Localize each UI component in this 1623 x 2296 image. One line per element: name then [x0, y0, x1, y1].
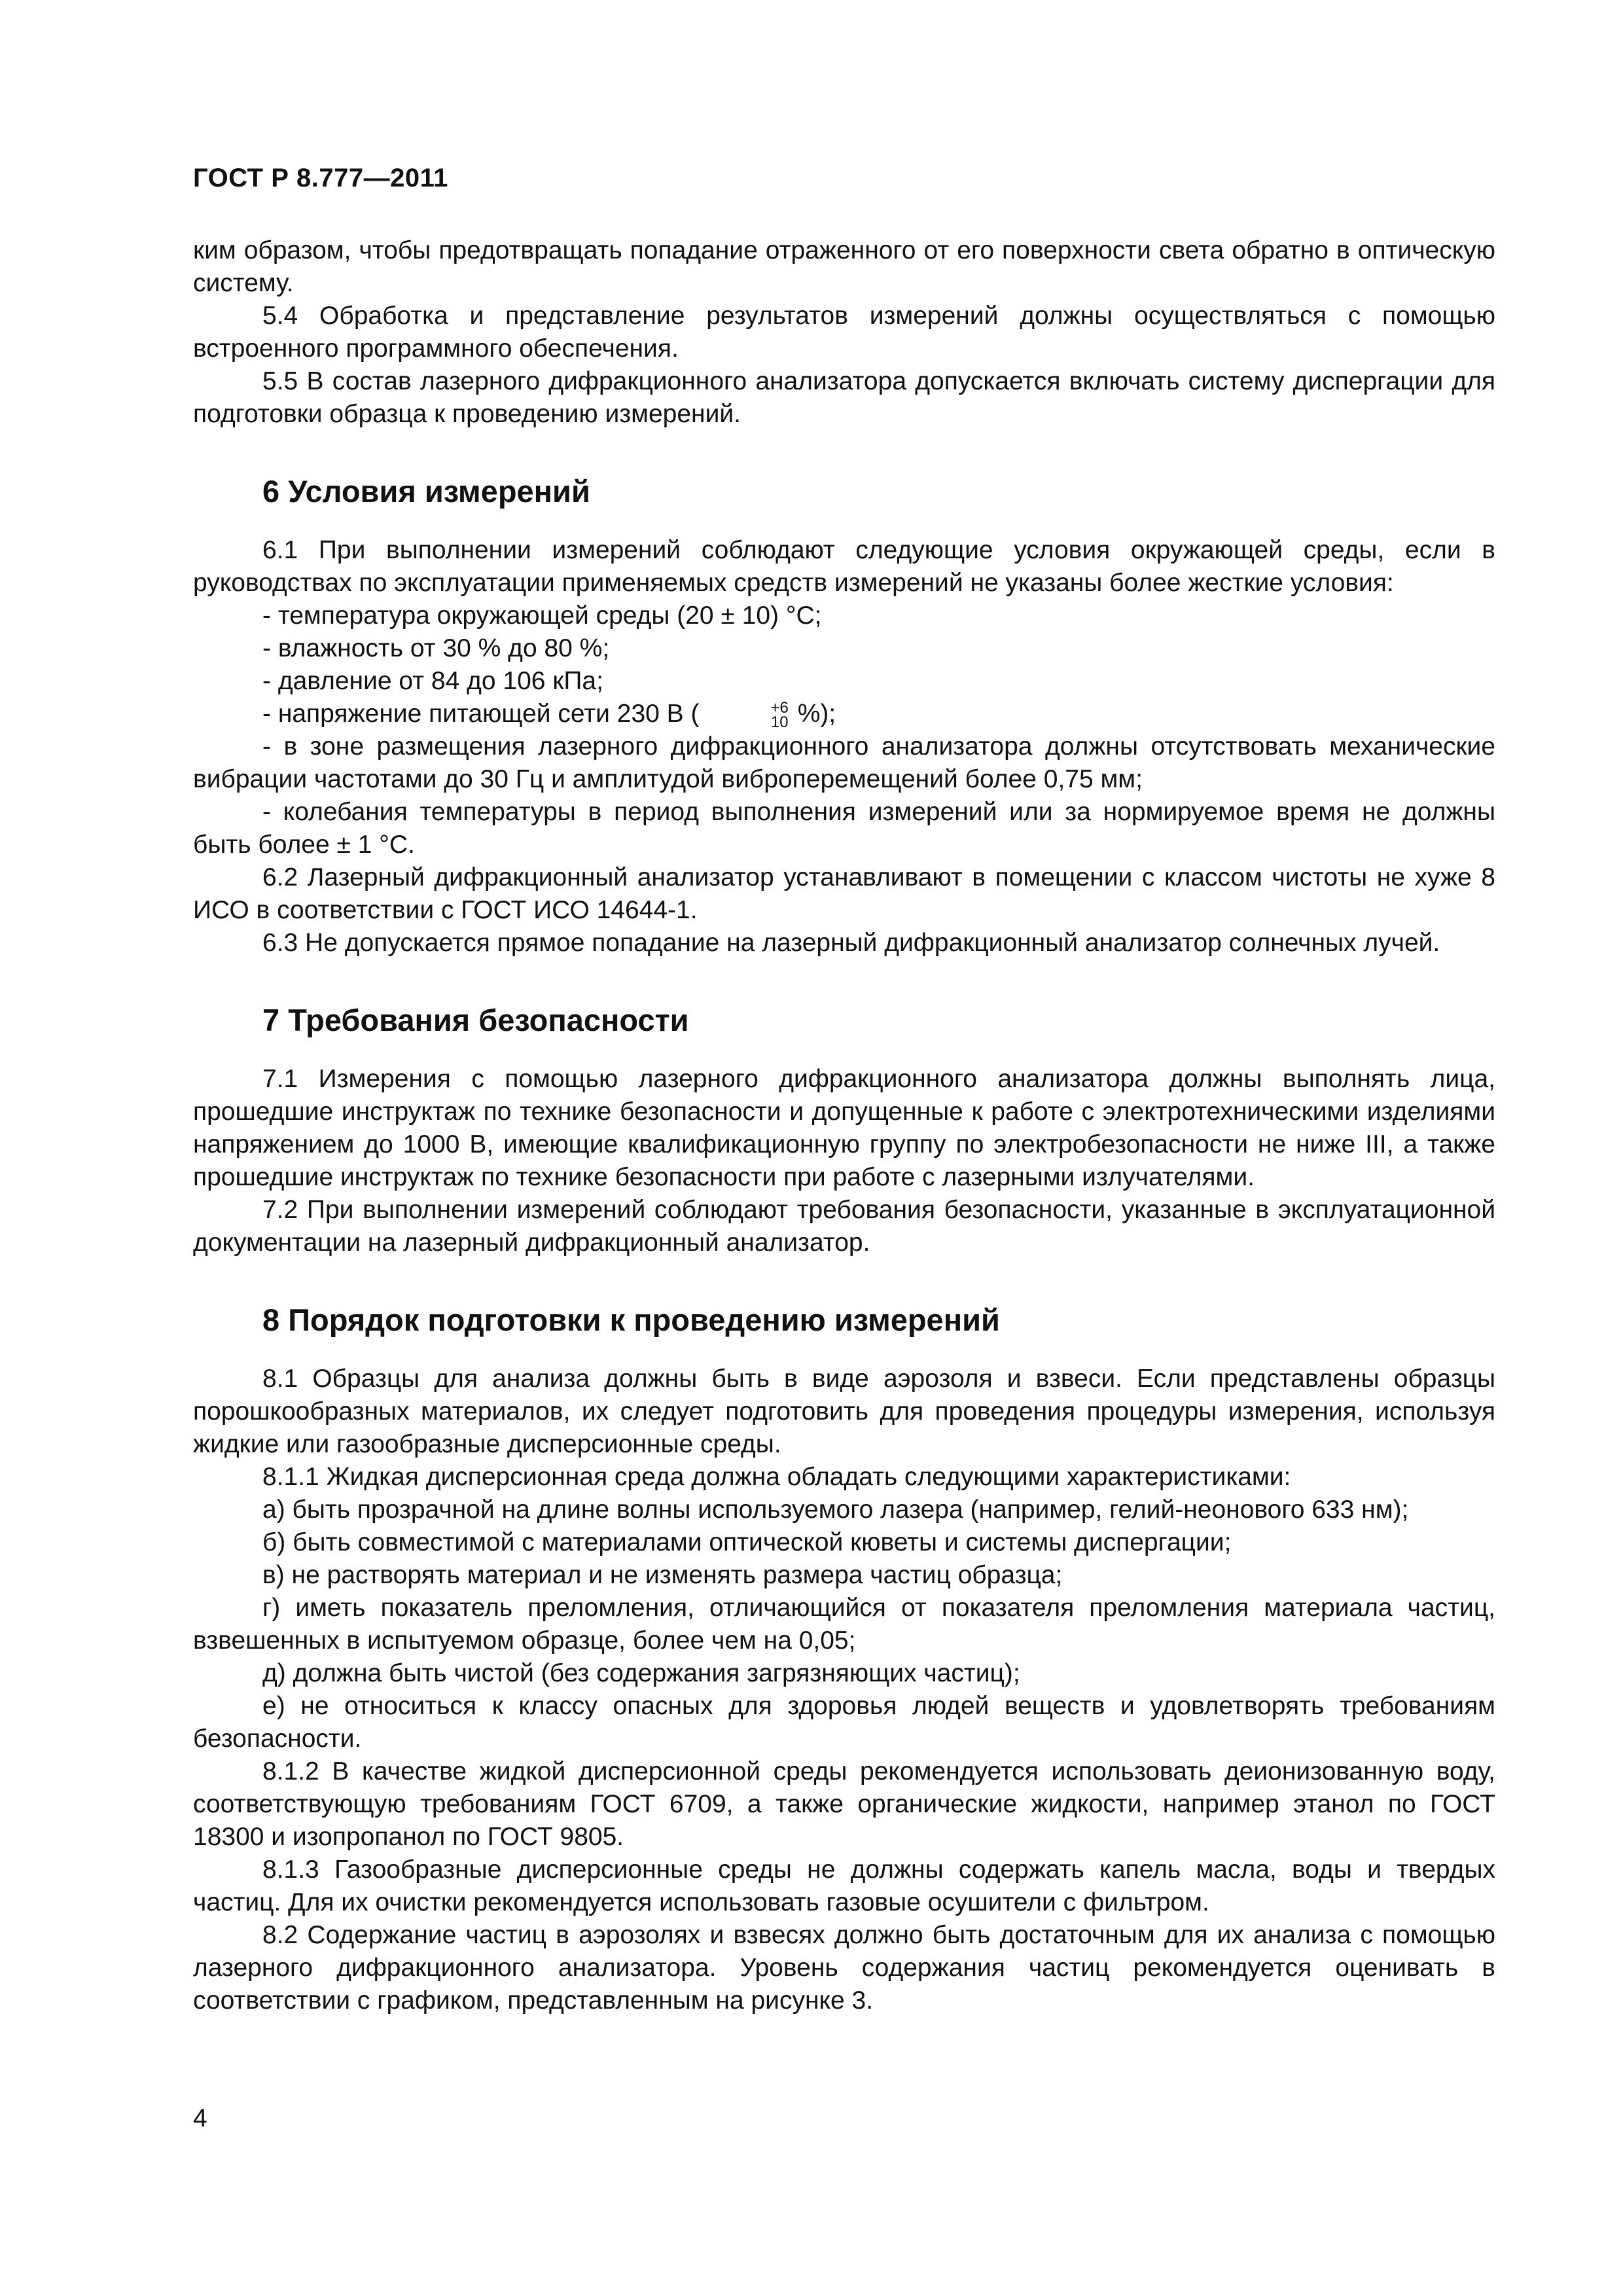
- list-item-pressure: - давление от 84 до 106 кПа;: [262, 667, 603, 695]
- paragraph-7-1: 7.1 Измерения с помощью лазерного дифракционного анализатора должны выполнять лица, прошедшие инструктаж по технике безопасности и допущенные к работе с электротехническими изделиями напряжением до 1000 В, имеющие квалификационную группу по электробезопасности не ниже III, а также прошедшие инструктаж по технике безопасности при работе с лазерными излучателями.: [193, 1065, 1495, 1191]
- paragraph-6-1: 6.1 При выполнении измерений соблюдают следующие условия окружающей среды, если в руководствах по эксплуатации применяемых средств измерений не указаны более жесткие условия:: [193, 536, 1495, 597]
- paragraph-5-4: 5.4 Обработка и представление результатов измерений должны осуществляться с помощью встроенного программного обеспечения.: [193, 302, 1495, 363]
- paragraph-8-1-1: 8.1.1 Жидкая дисперсионная среда должна обладать следующими характеристиками:: [262, 1463, 1291, 1491]
- paragraph-8-2: 8.2 Содержание частиц в аэрозолях и взвесях должно быть достаточным для их анализа с помощью лазерного дифракционного анализатора. Уровень содержания частиц рекомендуется оценивать в соответствии с графиком, представленным на рисунке 3.: [193, 1921, 1495, 2015]
- list-item-humidity: - влажность от 30 % до 80 %;: [262, 634, 610, 662]
- list-item-temperature: - температура окружающей среды (20 ± 10) °С;: [262, 601, 822, 630]
- section-heading-8: 8 Порядок подготовки к проведению измерений: [262, 1302, 1000, 1337]
- list-item-d: д) должна быть чистой (без содержания загрязняющих частиц);: [262, 1659, 1020, 1687]
- paragraph-7-2: 7.2 При выполнении измерений соблюдают требования безопасности, указанные в эксплуатационной документации на лазерный дифракционный анализатор.: [193, 1196, 1495, 1257]
- list-item-temperature-fluctuation: - колебания температуры в период выполнения измерений или за нормируемое время не должны быть более ± 1 °С.: [193, 798, 1495, 859]
- section-heading-6: 6 Условия измерений: [262, 474, 590, 509]
- paragraph-6-3: 6.3 Не допускается прямое попадание на лазерный дифракционный анализатор солнечных лучей.: [262, 929, 1440, 957]
- document-body: [193, 234, 1495, 2017]
- voltage-tolerance-upper: +6: [770, 698, 789, 717]
- document-header: ГОСТ Р 8.777—2011: [193, 164, 448, 192]
- voltage-text: - напряжение питающей сети 230 В (: [262, 700, 700, 728]
- paragraph-6-2: 6.2 Лазерный дифракционный анализатор устанавливают в помещении с классом чистоты не хуже 8 ИСО в соответствии с ГОСТ ИСО 14644-1.: [193, 863, 1495, 924]
- page-number: 4: [193, 2104, 207, 2132]
- paragraph-8-1-3: 8.1.3 Газообразные дисперсионные среды не должны содержать капель масла, воды и твердых частиц. Для их очистки рекомендуется использовать газовые осушители с фильтром.: [193, 1856, 1495, 1916]
- list-item-e: е) не относиться к классу опасных для здоровья людей веществ и удовлетворять требованиям безопасности.: [193, 1692, 1495, 1753]
- list-item-b: б) быть совместимой с материалами оптической кюветы и системы диспергации;: [262, 1528, 1232, 1556]
- list-item-vibration: - в зоне размещения лазерного дифракционного анализатора должны отсутствовать механические вибрации частотами до 30 Гц и амплитудой виброперемещений более 0,75 мм;: [193, 732, 1495, 793]
- list-item-a: а) быть прозрачной на длине волны используемого лазера (например, гелий-неонового 633 нм);: [262, 1496, 1409, 1524]
- voltage-tolerance-lower: 10: [770, 713, 789, 731]
- voltage-text-end: %);: [790, 700, 836, 728]
- paragraph-8-1-2: 8.1.2 В качестве жидкой дисперсионной среды рекомендуется использовать деионизованную воду, соответствующую требованиям ГОСТ 6709, а также органические жидкости, например этанол по ГОСТ 18300 и изопропанол по ГОСТ 9805.: [193, 1757, 1495, 1851]
- voltage-tolerance: [702, 698, 789, 731]
- list-item-voltage: [193, 698, 1495, 730]
- paragraph-continuation: ким образом, чтобы предотвращать попадание отраженного от его поверхности света обратно в оптическую систему.: [193, 236, 1495, 297]
- list-item-v: в) не растворять материал и не изменять размера частиц образца;: [262, 1561, 1063, 1589]
- list-item-g: г) иметь показатель преломления, отличающийся от показателя преломления материала частиц, взвешенных в испытуемом образце, более чем на 0,05;: [193, 1594, 1495, 1655]
- section-heading-7: 7 Требования безопасности: [262, 1003, 689, 1037]
- paragraph-8-1: 8.1 Образцы для анализа должны быть в виде аэрозоля и взвеси. Если представлены образцы порошкообразных материалов, их следует подготовить для проведения процедуры измерения, используя жидкие или газообразные дисперсионные среды.: [193, 1365, 1495, 1458]
- paragraph-5-5: 5.5 В состав лазерного дифракционного анализатора допускается включать систему диспергации для подготовки образца к проведению измерений.: [193, 367, 1495, 428]
